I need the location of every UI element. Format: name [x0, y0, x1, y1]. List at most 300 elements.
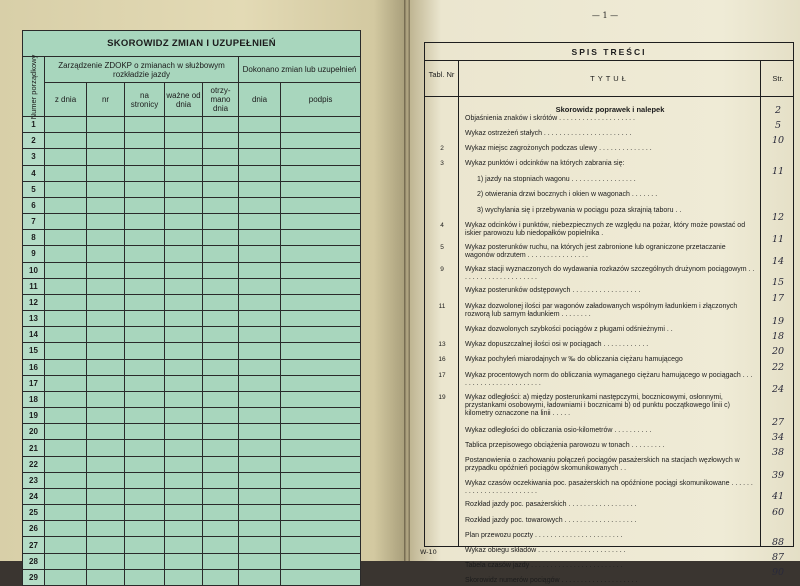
empty-cell	[125, 327, 165, 343]
table-row	[23, 181, 361, 197]
toc-entry-title: Wykaz procentowych norm do obliczania wymaganego ciężaru hamującego w pociągach . . . . . . . . . . . . . . . . . . . . . . .	[465, 372, 753, 387]
toc-tabl-number: 19	[438, 394, 446, 401]
empty-cell	[239, 246, 281, 262]
empty-cell	[45, 456, 87, 472]
row-number: 27	[23, 537, 45, 553]
empty-cell	[165, 214, 203, 230]
empty-cell	[125, 311, 165, 327]
table-row	[23, 553, 361, 569]
empty-cell	[125, 456, 165, 472]
row-number: 12	[23, 294, 45, 310]
empty-cell	[125, 553, 165, 569]
empty-cell	[45, 197, 87, 213]
table-row	[23, 294, 361, 310]
empty-cell	[239, 181, 281, 197]
toc-page-number: 2	[774, 105, 782, 116]
row-number: 10	[23, 262, 45, 278]
table-row	[23, 375, 361, 391]
empty-cell	[125, 246, 165, 262]
empty-cell	[125, 181, 165, 197]
otrzymano-header: otrzy-mano dnia	[203, 83, 239, 117]
empty-cell	[45, 472, 87, 488]
empty-cell	[165, 359, 203, 375]
empty-cell	[45, 181, 87, 197]
row-number: 26	[23, 521, 45, 537]
toc-entry-title: Wykaz punktów i odcinków na których zabrania się:	[465, 160, 625, 167]
table-row	[23, 359, 361, 375]
empty-cell	[281, 133, 361, 149]
toc-page-number: 14	[771, 256, 785, 267]
empty-cell	[165, 472, 203, 488]
empty-cell	[87, 505, 125, 521]
row-number: 22	[23, 456, 45, 472]
table-row	[23, 472, 361, 488]
row-number: 4	[23, 165, 45, 181]
podpis-header: podpis	[281, 83, 361, 117]
empty-cell	[281, 117, 361, 133]
toc-entry-title: Tablica przepisowego obciążenia parowozu w tonach . . . . . . . . .	[465, 442, 665, 449]
empty-cell	[203, 133, 239, 149]
empty-cell	[203, 246, 239, 262]
empty-cell	[87, 408, 125, 424]
empty-cell	[125, 440, 165, 456]
empty-cell	[45, 246, 87, 262]
empty-cell	[87, 311, 125, 327]
empty-cell	[281, 488, 361, 504]
empty-cell	[125, 359, 165, 375]
empty-cell	[45, 505, 87, 521]
toc-entry-title: Wykaz odległości: a) między posterunkami następczymi, bocznicowymi, osłonnymi, przystankami osobowymi, ładowniami i bocznicami b) od punktu początkowego linii c) kilometry oznaczone na linii . . . . .	[465, 394, 730, 417]
empty-cell	[165, 278, 203, 294]
toc-entry-title: Wykaz dozwolonych szybkości pociągów z pługami odśnieżnymi . .	[465, 326, 673, 333]
table-row	[23, 149, 361, 165]
table-row	[23, 133, 361, 149]
empty-cell	[203, 472, 239, 488]
empty-cell	[125, 294, 165, 310]
empty-cell	[239, 375, 281, 391]
toc-entry-title: Postanowienia o zachowaniu połączeń pociągów pasażerskich na stacjach węzłowych w przypadku opóźnień pociągów skomunikowanych . .	[465, 457, 740, 472]
empty-cell	[239, 488, 281, 504]
empty-cell	[281, 278, 361, 294]
empty-cell	[125, 521, 165, 537]
empty-cell	[165, 262, 203, 278]
toc-tabl-number: 4	[440, 222, 444, 229]
toc-page-number: 19	[771, 316, 785, 327]
empty-cell	[165, 165, 203, 181]
empty-cell	[281, 359, 361, 375]
row-number: 25	[23, 505, 45, 521]
empty-cell	[87, 197, 125, 213]
number-column-header: Numer porządkowy	[23, 57, 45, 117]
empty-cell	[45, 408, 87, 424]
empty-cell	[125, 472, 165, 488]
toc-page-number: 90	[771, 567, 785, 578]
empty-cell	[125, 408, 165, 424]
empty-cell	[281, 456, 361, 472]
empty-cell	[45, 278, 87, 294]
toc-page-number: 60	[771, 507, 785, 518]
empty-cell	[45, 214, 87, 230]
amendments-table	[22, 30, 361, 586]
row-number: 2	[23, 133, 45, 149]
toc-tabl-number: 11	[438, 303, 446, 310]
empty-cell	[87, 569, 125, 585]
wazne-header: ważne od dnia	[165, 83, 203, 117]
row-number: 28	[23, 553, 45, 569]
table-row	[23, 278, 361, 294]
empty-cell	[87, 278, 125, 294]
empty-cell	[87, 391, 125, 407]
toc-page-number: 88	[771, 537, 785, 548]
empty-cell	[45, 230, 87, 246]
empty-cell	[125, 230, 165, 246]
empty-cell	[87, 149, 125, 165]
table-row	[23, 391, 361, 407]
empty-cell	[87, 343, 125, 359]
empty-cell	[165, 181, 203, 197]
empty-cell	[125, 569, 165, 585]
empty-cell	[165, 294, 203, 310]
empty-cell	[125, 149, 165, 165]
empty-cell	[125, 391, 165, 407]
empty-cell	[239, 133, 281, 149]
row-number: 17	[23, 375, 45, 391]
empty-cell	[45, 165, 87, 181]
empty-cell	[203, 343, 239, 359]
empty-cell	[87, 117, 125, 133]
empty-cell	[203, 391, 239, 407]
toc-page-number: 5	[774, 120, 782, 131]
toc-entry-title: Wykaz miejsc zagrożonych podczas ulewy . . . . . . . . . . . . . .	[465, 145, 652, 152]
empty-cell	[239, 165, 281, 181]
table-row	[23, 197, 361, 213]
row-number: 29	[23, 569, 45, 585]
table-row	[23, 311, 361, 327]
empty-cell	[239, 553, 281, 569]
empty-cell	[239, 505, 281, 521]
toc-tabl-number: 17	[438, 372, 446, 379]
empty-cell	[203, 230, 239, 246]
nr-header: nr	[87, 83, 125, 117]
table-row	[23, 117, 361, 133]
empty-cell	[281, 230, 361, 246]
row-number: 8	[23, 230, 45, 246]
row-number: 6	[23, 197, 45, 213]
empty-cell	[87, 472, 125, 488]
empty-cell	[281, 521, 361, 537]
empty-cell	[239, 424, 281, 440]
dnia-header: dnia	[239, 83, 281, 117]
empty-cell	[203, 165, 239, 181]
toc-entry-title: Wykaz stacji wyznaczonych do wydawania rozkazów szczególnych drużynom pociągowym . . . . . . . . . . . . . . . . . . . . .	[465, 266, 755, 281]
empty-cell	[203, 359, 239, 375]
empty-cell	[87, 440, 125, 456]
toc-page-number: 15	[771, 277, 785, 288]
table-row	[23, 505, 361, 521]
empty-cell	[165, 343, 203, 359]
row-number: 14	[23, 327, 45, 343]
empty-cell	[45, 359, 87, 375]
toc-page-number: 41	[771, 491, 785, 502]
toc-entry-title: Plan przewozu poczty . . . . . . . . . . . . . . . . . . . . . . .	[465, 532, 623, 539]
page-gutter-shadow	[374, 0, 404, 561]
toc-tabl-number: 2	[440, 145, 444, 152]
empty-cell	[281, 181, 361, 197]
empty-cell	[125, 197, 165, 213]
empty-cell	[203, 521, 239, 537]
row-number: 11	[23, 278, 45, 294]
empty-cell	[281, 262, 361, 278]
toc-page-number: 34	[771, 432, 785, 443]
toc-tabl-number: 9	[440, 266, 444, 273]
empty-cell	[125, 262, 165, 278]
empty-cell	[239, 149, 281, 165]
empty-cell	[281, 391, 361, 407]
table-row	[23, 408, 361, 424]
empty-cell	[281, 408, 361, 424]
empty-cell	[165, 230, 203, 246]
toc-page-number: 39	[771, 470, 785, 481]
empty-cell	[239, 537, 281, 553]
toc-page-number: 27	[771, 417, 785, 428]
empty-cell	[281, 440, 361, 456]
row-number: 20	[23, 424, 45, 440]
toc-entry-title: 3) wychylania się i przebywania w pociągu poza skrajnią taboru . .	[477, 207, 682, 214]
table-row	[23, 488, 361, 504]
toc-entry-title: 2) otwierania drzwi bocznych i okien w wagonach . . . . . . .	[477, 191, 658, 198]
empty-cell	[203, 408, 239, 424]
toc-entry-title: Wykaz obiegu składów . . . . . . . . . . . . . . . . . . . . . . .	[465, 547, 626, 554]
toc-entry-title: Wykaz posterunków ruchu, na których jest zabronione lub ograniczone przetaczanie wagonów odrzutem . . . . . . . . . . . . . . . .	[465, 244, 726, 259]
section-title: Skorowidz poprawek i nalepek	[555, 105, 665, 114]
empty-cell	[165, 246, 203, 262]
toc-tabl-number: 16	[438, 356, 446, 363]
empty-cell	[165, 553, 203, 569]
tytul-column-header: TYTUŁ	[459, 61, 761, 97]
empty-cell	[239, 117, 281, 133]
empty-cell	[203, 149, 239, 165]
empty-cell	[87, 294, 125, 310]
empty-cell	[45, 311, 87, 327]
empty-cell	[281, 505, 361, 521]
table-row	[23, 456, 361, 472]
table-row	[23, 327, 361, 343]
toc-entry-title: Skorowidz numerów pociągów . . . . . . . . . . . . . . . . . . . .	[465, 577, 638, 584]
empty-cell	[239, 456, 281, 472]
toc-title: SPIS TREŚCI	[425, 43, 793, 61]
empty-cell	[45, 553, 87, 569]
empty-cell	[87, 424, 125, 440]
table-row	[23, 424, 361, 440]
empty-cell	[281, 214, 361, 230]
row-number: 15	[23, 343, 45, 359]
empty-cell	[87, 133, 125, 149]
empty-cell	[45, 440, 87, 456]
empty-cell	[281, 294, 361, 310]
empty-cell	[165, 505, 203, 521]
toc-header-row	[425, 61, 793, 97]
empty-cell	[45, 537, 87, 553]
empty-cell	[203, 117, 239, 133]
toc-entry-title: Wykaz ostrzeżeń stałych . . . . . . . . . . . . . . . . . . . . . . .	[465, 130, 632, 137]
empty-cell	[45, 375, 87, 391]
empty-cell	[125, 214, 165, 230]
empty-cell	[203, 440, 239, 456]
toc-page-number: 11	[771, 234, 785, 245]
toc-entry-title: Objaśnienia znaków i skrótów . . . . . . . . . . . . . . . . . . . .	[465, 115, 636, 122]
empty-cell	[125, 537, 165, 553]
toc-entry-title: Wykaz odległości do obliczania osio-kilometrów . . . . . . . . . .	[465, 427, 652, 434]
empty-cell	[281, 553, 361, 569]
empty-cell	[281, 197, 361, 213]
empty-cell	[45, 343, 87, 359]
toc-page-number: 17	[771, 293, 785, 304]
empty-cell	[203, 553, 239, 569]
toc-page-number: 10	[771, 135, 785, 146]
empty-cell	[281, 311, 361, 327]
row-number: 19	[23, 408, 45, 424]
toc-entry-title: Rozkład jazdy poc. pasażerskich . . . . . . . . . . . . . . . . . .	[465, 501, 637, 508]
toc-tabl-number: 3	[440, 160, 444, 167]
table-row	[23, 569, 361, 585]
empty-cell	[45, 391, 87, 407]
empty-cell	[239, 214, 281, 230]
empty-cell	[281, 327, 361, 343]
empty-cell	[165, 537, 203, 553]
table-row	[23, 262, 361, 278]
toc-page-number: 11	[771, 166, 785, 177]
toc-page-number: 12	[771, 212, 785, 223]
toc-entry-title: 1) jazdy na stopniach wagonu . . . . . . . . . . . . . . . . .	[477, 176, 636, 183]
toc-page-number: 38	[771, 447, 785, 458]
right-page	[410, 0, 800, 584]
empty-cell	[87, 553, 125, 569]
empty-cell	[203, 294, 239, 310]
empty-cell	[203, 311, 239, 327]
empty-cell	[239, 472, 281, 488]
empty-cell	[203, 181, 239, 197]
empty-cell	[281, 472, 361, 488]
empty-cell	[239, 569, 281, 585]
empty-cell	[165, 149, 203, 165]
empty-cell	[87, 359, 125, 375]
empty-cell	[239, 230, 281, 246]
row-number: 1	[23, 117, 45, 133]
empty-cell	[281, 343, 361, 359]
table-row	[23, 246, 361, 262]
empty-cell	[165, 375, 203, 391]
empty-cell	[239, 391, 281, 407]
empty-cell	[281, 165, 361, 181]
empty-cell	[87, 521, 125, 537]
table-row	[23, 343, 361, 359]
empty-cell	[165, 391, 203, 407]
amendments-title: SKOROWIDZ ZMIAN I UZUPEŁNIEŃ	[23, 31, 361, 57]
empty-cell	[45, 262, 87, 278]
toc-entry-title: Wykaz dopuszczalnej ilości osi w pociągach . . . . . . . . . . . .	[465, 341, 649, 348]
empty-cell	[239, 521, 281, 537]
empty-cell	[239, 311, 281, 327]
empty-cell	[87, 262, 125, 278]
toc-page-number: 20	[771, 346, 785, 357]
empty-cell	[45, 569, 87, 585]
row-number: 21	[23, 440, 45, 456]
toc-entry-title: Rozkład jazdy poc. towarowych . . . . . . . . . . . . . . . . . . .	[465, 517, 637, 524]
empty-cell	[125, 133, 165, 149]
empty-cell	[87, 230, 125, 246]
empty-cell	[45, 521, 87, 537]
row-number: 13	[23, 311, 45, 327]
empty-cell	[281, 424, 361, 440]
table-row	[23, 230, 361, 246]
toc-page-number: 24	[771, 384, 785, 395]
empty-cell	[203, 505, 239, 521]
empty-cell	[203, 488, 239, 504]
empty-cell	[87, 375, 125, 391]
row-number: 16	[23, 359, 45, 375]
empty-cell	[203, 327, 239, 343]
empty-cell	[87, 214, 125, 230]
empty-cell	[165, 311, 203, 327]
empty-cell	[239, 278, 281, 294]
empty-cell	[45, 294, 87, 310]
empty-cell	[45, 488, 87, 504]
empty-cell	[125, 165, 165, 181]
table-row	[23, 214, 361, 230]
empty-cell	[125, 343, 165, 359]
empty-cell	[281, 246, 361, 262]
empty-cell	[165, 327, 203, 343]
empty-cell	[203, 375, 239, 391]
table-row	[23, 165, 361, 181]
z-dnia-header: z dnia	[45, 83, 87, 117]
toc-page-number: 87	[771, 552, 785, 563]
empty-cell	[203, 456, 239, 472]
toc-page-number: 22	[771, 362, 785, 373]
row-number: 9	[23, 246, 45, 262]
empty-cell	[203, 569, 239, 585]
empty-cell	[281, 537, 361, 553]
empty-cell	[165, 521, 203, 537]
empty-cell	[239, 262, 281, 278]
toc-tabl-number: 13	[438, 341, 446, 348]
empty-cell	[87, 488, 125, 504]
empty-cell	[239, 343, 281, 359]
empty-cell	[87, 327, 125, 343]
empty-cell	[125, 375, 165, 391]
empty-cell	[87, 181, 125, 197]
empty-cell	[45, 424, 87, 440]
empty-cell	[203, 278, 239, 294]
empty-cell	[165, 456, 203, 472]
toc-tabl-number: 5	[440, 244, 444, 251]
empty-cell	[239, 359, 281, 375]
empty-cell	[125, 505, 165, 521]
empty-cell	[281, 149, 361, 165]
empty-cell	[239, 408, 281, 424]
str-column-header: Str.	[772, 74, 784, 83]
row-number: 5	[23, 181, 45, 197]
toc-page-number: 18	[771, 331, 785, 342]
footer-code: W-10	[420, 548, 437, 556]
row-number: 7	[23, 214, 45, 230]
row-number: 23	[23, 472, 45, 488]
tabl-column-header: Tabl. Nr	[425, 61, 459, 97]
toc-entry-title: Wykaz odcinków i punktów, niebezpiecznych ze względu na pożar, który może powstać od iskier parowozu lub niedopałków popielnika .	[465, 222, 746, 237]
row-number: 18	[23, 391, 45, 407]
toc-entry-title: Wykaz dozwolonej ilości par wagonów załadowanych wspólnym ładunkiem i złączonych rozworą lub samym ładunkiem . . . . . . . .	[465, 303, 738, 318]
empty-cell	[165, 197, 203, 213]
